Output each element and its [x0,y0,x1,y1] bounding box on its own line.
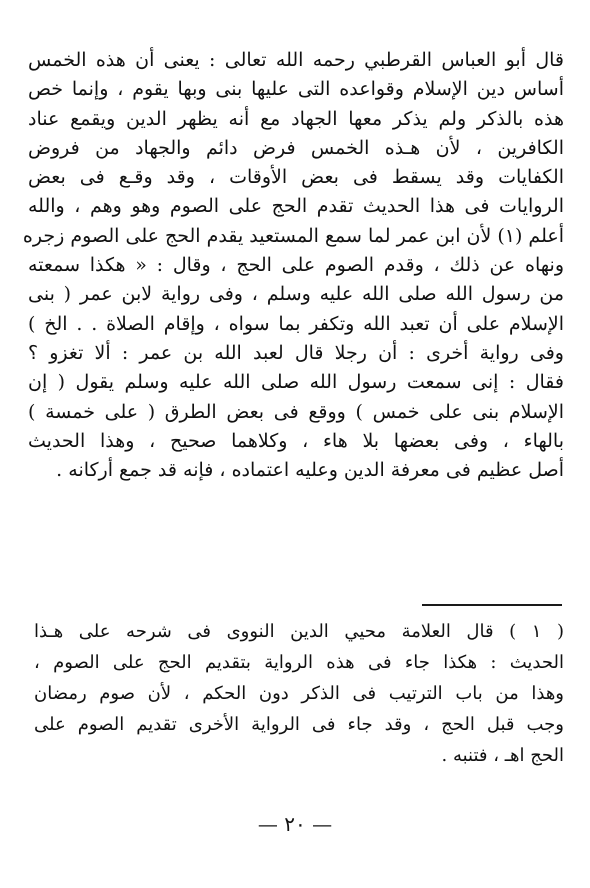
footnote-line: ( ١ ) قال العلامة محيي الدين النووى فى شرحه على هـذا [34,621,564,642]
footnote-line: وهذا من باب الترتيب فى الذكر دون الحكم ، لأن صوم رمضان [34,683,564,704]
main-text-block [22,46,565,485]
main-text-line: الإسلام بنى على خمس ) ووقع فى بعض الطرق ( على خمسة ) [28,400,564,423]
main-text-line: هذه بالذكر ولم يذكر معها الجهاد مع أنه يظهر الدين ويقمع عناد [28,107,564,130]
footnote-block [34,616,564,771]
footnote-line: وجب قبل الحج ، وقد جاء فى الرواية الأخرى تقديم الصوم على [34,714,564,735]
main-text-line: الكفايات وقد يسقط فى بعض الأوقات ، وقد وقـع فى بعض [28,166,564,189]
footnote-line: الحج اهـ ، فتنبه . [441,745,564,766]
main-text-line: وفى رواية أخرى : أن رجلا قال لعبد الله بن عمر : ألا تغزو ؟ [28,341,564,364]
main-text-line: قال أبو العباس القرطبي رحمه الله تعالى : يعنى أن هذه الخمس [28,49,564,71]
page-number: — ٢٠ — [257,812,333,836]
main-text-line: الإسلام على أن تعبد الله وتكفر بما سواه ، وإقام الصلاة . . الخ ) [28,312,564,335]
main-text-line: أعلم (١) لأن ابن عمر لما سمع المستعيد يقدم الحج على الصوم زجره [22,224,564,247]
footnote-divider [422,604,562,606]
main-text-line: أصل عظيم فى معرفة الدين وعليه اعتماده ، فإنه قد جمع أركانه . [56,459,564,482]
main-text-line: من رسول الله صلى الله عليه وسلم ، وفى رواية لابن عمر ( بنى [28,283,564,306]
main-text-line: الروايات فى هذا الحديث تقدم الحج على الصوم وهو وهم ، والله [28,195,564,218]
main-text-line: أساس دين الإسلام وقواعده التى عليها بنى وبها يقوم ، وإنما خص [28,78,564,101]
main-text-line: فقال : إنى سمعت رسول الله صلى الله عليه وسلم يقول ( إن [28,371,564,394]
main-text-line: بالهاء ، وفى بعضها بلا هاء ، وكلاهما صحيح ، وهذا الحديث [28,429,565,452]
main-text-line: الكافرين ، لأن هـذه الخمس فرض دائم والجهاد من فروض [28,136,564,159]
footnote-line: الحديث : هكذا جاء فى هذه الرواية بتقديم الحج على الصوم ، [34,652,564,673]
main-text-line: ونهاه عن ذلك ، وقدم الصوم على الحج ، وقال : « هكذا سمعته [28,254,564,277]
